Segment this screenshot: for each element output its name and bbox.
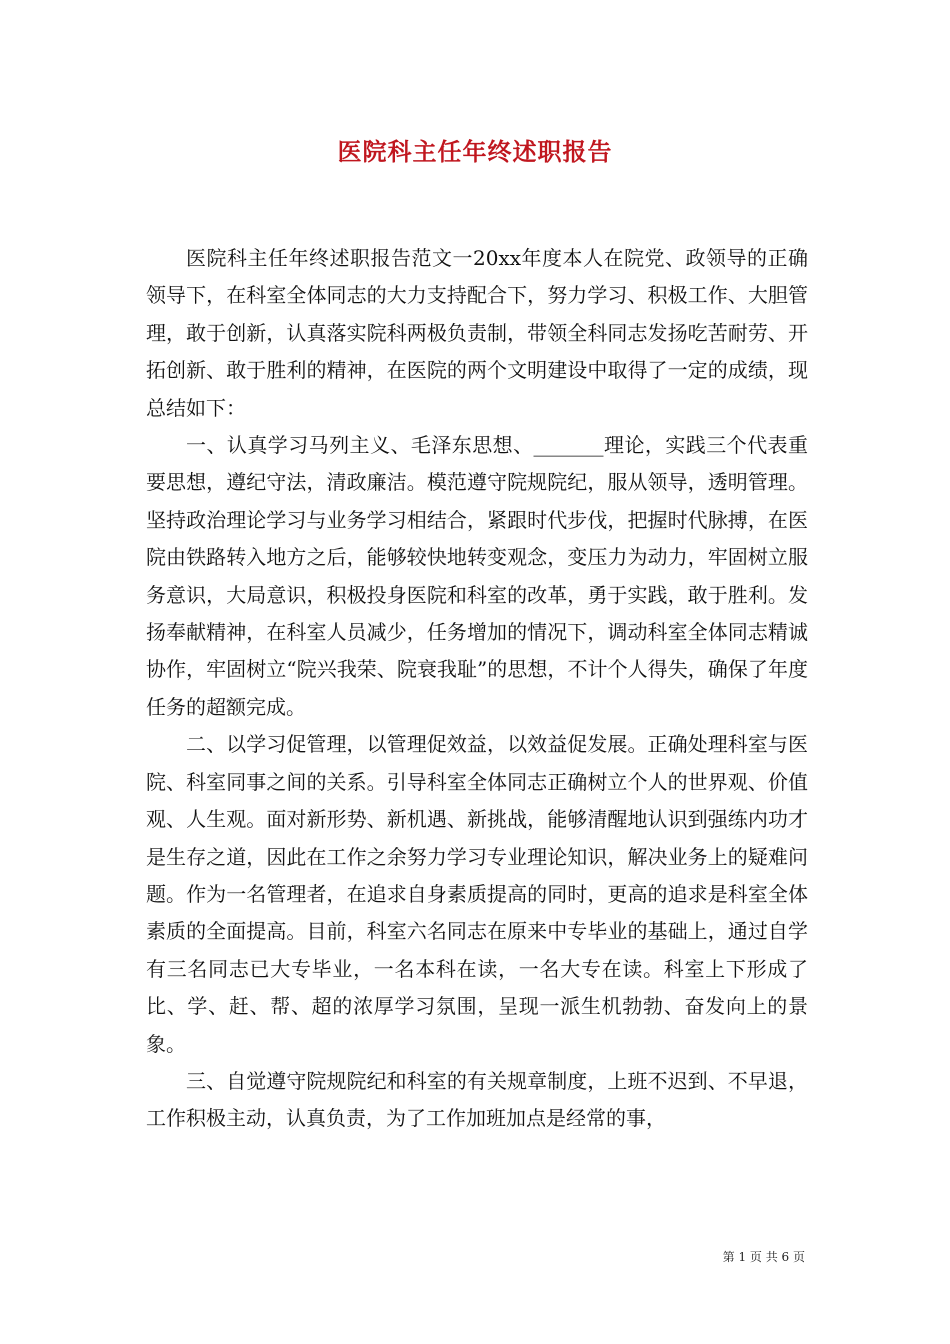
document-body: [146, 240, 808, 1138]
paragraph-section-2: 二、以学习促管理，以管理促效益，以效益促发展。正确处理科室与医院、科室同事之间的关系。引导科室全体同志正确树立个人的世界观、价值观、人生观。面对新形势、新机遇、新挑战，能够清醒地认识到强练内功才是生存之道，因此在工作之余努力学习专业理论知识，解决业务上的疑难问题。作为一名管理者，在追求自身素质提高的同时，更高的追求是科室全体素质的全面提高。目前，科室六名同志在原来中专毕业的基础上，通过自学有三名同志已大专毕业，一名本科在读，一名大专在读。科室上下形成了比、学、赶、帮、超的浓厚学习氛围，呈现一派生机勃勃、奋发向上的景象。: [146, 732, 808, 1056]
document-title: 医院科主任年终述职报告: [337, 137, 613, 166]
page-number: 第 1 页 共 6 页: [722, 1250, 805, 1264]
paragraph-section-1: 一、认真学习马列主义、毛泽东思想、_______理论，实践三个代表重要思想，遵纪守法，清政廉洁。模范遵守院规院纪，服从领导，透明管理。坚持政治理论学习与业务学习相结合，紧跟时代步伐，把握时代脉搏，在医院由铁路转入地方之后，能够较快地转变观念，变压力为动力，牢固树立服务意识，大局意识，积极投身医院和科室的改革，勇于实践，敢于胜利。发扬奉献精神，在科室人员减少，任务增加的情况下，调动科室全体同志精诚协作，牢固树立“院兴我荣、院衰我耻”的思想，不计个人得失，确保了年度任务的超额完成。: [146, 433, 808, 719]
paragraph-intro: 医院科主任年终述职报告范文一20xx年度本人在院党、政领导的正确领导下，在科室全体同志的大力支持配合下，努力学习、积极工作、大胆管理，敢于创新，认真落实院科两极负责制，带领全科同志发扬吃苦耐劳、开拓创新、敢于胜利的精神，在医院的两个文明建设中取得了一定的成绩，现总结如下：: [146, 246, 808, 420]
paragraph-section-3: 三、自觉遵守院规院纪和科室的有关规章制度，上班不迟到、不早退，工作积极主动，认真负责，为了工作加班加点是经常的事，: [146, 1068, 808, 1131]
